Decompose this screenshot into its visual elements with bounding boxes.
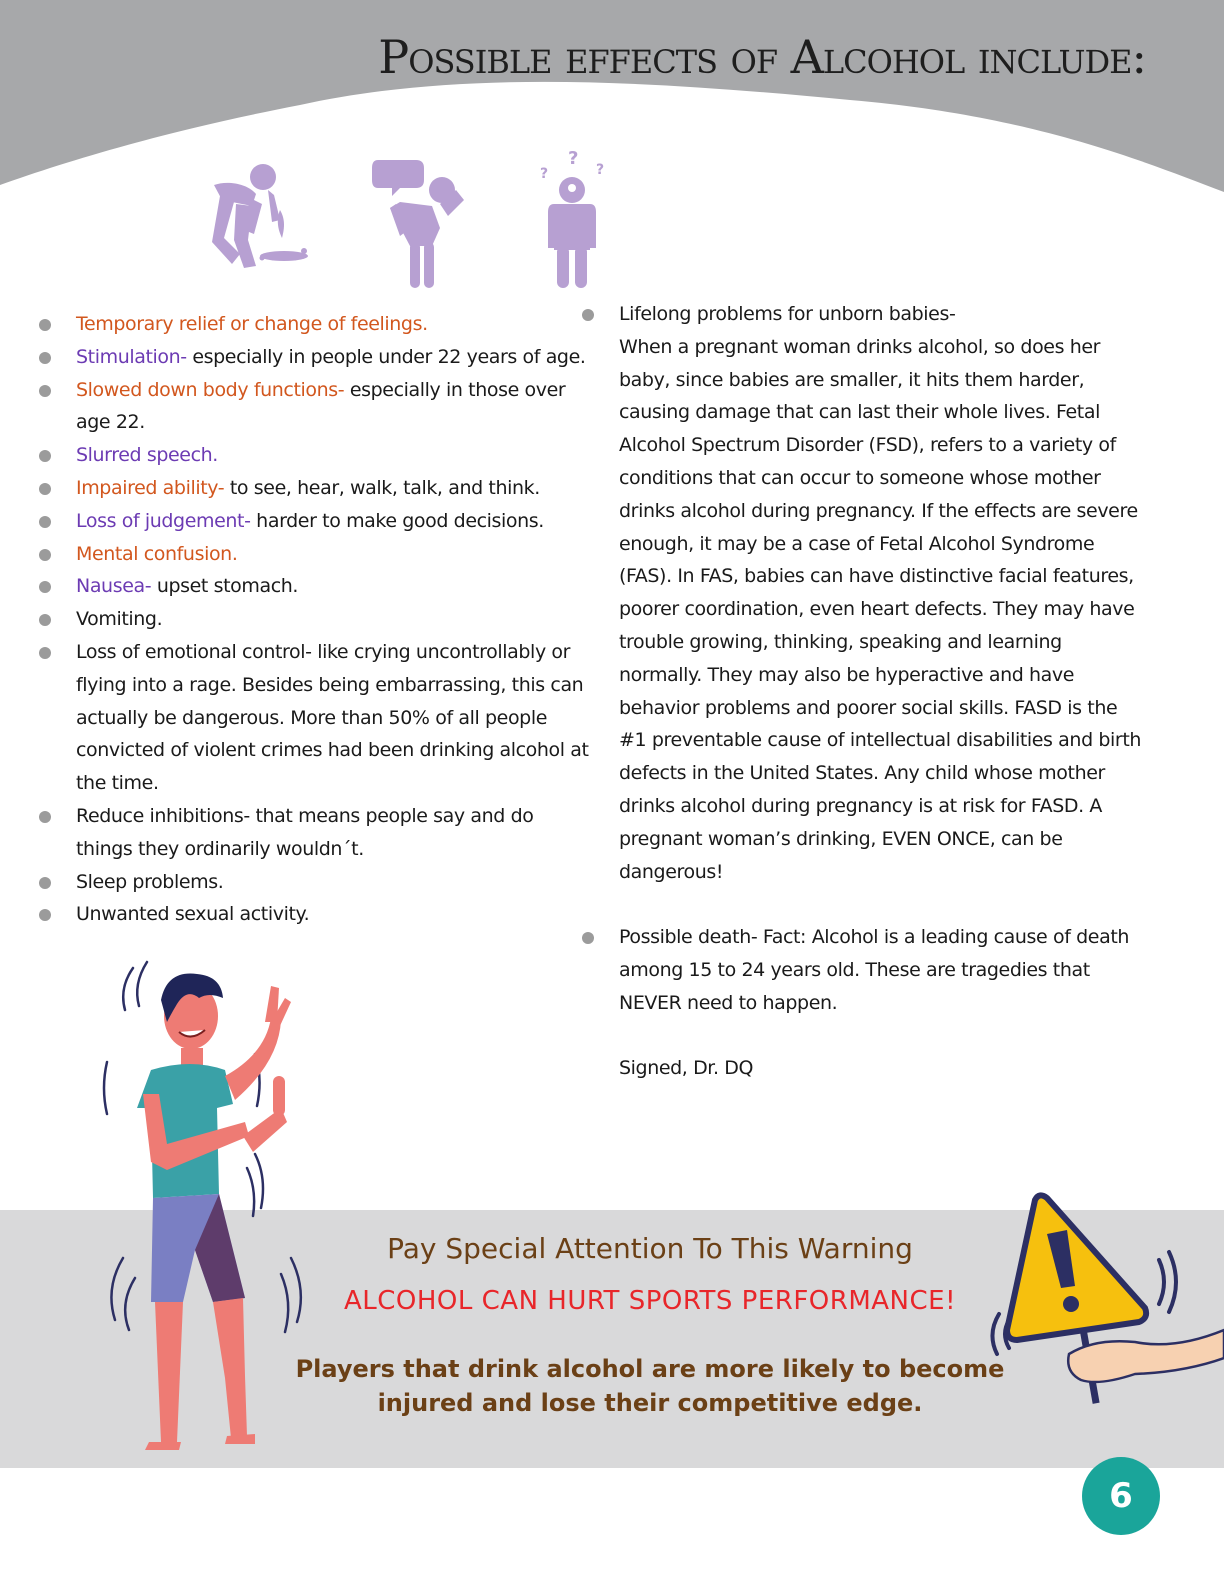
list-item: Loss of emotional control- like crying uncontrollably or flying into a rage. Besides being embarrassing, this can actually be dangerous. More than 50% of all people convicted of violent crimes had been drinking alcohol at the time.	[76, 636, 591, 800]
svg-text:?: ?	[568, 150, 579, 169]
list-item: Reduce inhibitions- that means people say and do things they ordinarily wouldn´t.	[76, 800, 591, 866]
list-item: Stimulation- especially in people under 22 years of age.	[76, 341, 591, 374]
refusing-man-illustration	[95, 958, 315, 1458]
list-item: Mental confusion.	[76, 538, 591, 571]
talking-person-icon	[370, 150, 470, 290]
list-item: Vomiting.	[76, 603, 591, 636]
list-item: Impaired ability- to see, hear, walk, talk, and think.	[76, 472, 591, 505]
list-item: Slowed down body functions- especially in those over age 22.	[76, 374, 591, 440]
warning-alert: ALCOHOL CAN HURT SPORTS PERFORMANCE!	[343, 1286, 956, 1316]
list-item: Temporary relief or change of feelings.	[76, 308, 591, 341]
vomiting-person-icon	[196, 150, 308, 280]
list-item: Loss of judgement- harder to make good decisions.	[76, 505, 591, 538]
death-text: Possible death- Fact: Alcohol is a leading cause of death among 15 to 24 years old. These are tragedies that NEVER need to happen.	[619, 926, 1130, 1014]
confused-person-icon	[532, 150, 622, 290]
list-item: Unwanted sexual activity.	[76, 898, 591, 931]
page-number: 6	[1082, 1457, 1160, 1535]
list-item: Nausea- upset stomach.	[76, 570, 591, 603]
warning-sign-icon	[985, 1190, 1224, 1410]
list-item: Sleep problems.	[76, 866, 591, 899]
list-item: Slurred speech.	[76, 439, 591, 472]
signature: Signed, Dr. DQ	[619, 1057, 754, 1080]
warning-body: Players that drink alcohol are more likely to become injured and lose their competitive edge.	[295, 1355, 1005, 1417]
list-item-unborn-babies	[619, 298, 1149, 921]
warning-heading: Pay Special Attention To This Warning	[387, 1232, 913, 1265]
svg-text:?: ?	[596, 162, 605, 178]
unborn-heading: Lifelong problems for unborn babies-	[619, 303, 956, 325]
unborn-body: When a pregnant woman drinks alcohol, so does her baby, since babies are smaller, it hits them harder, causing damage that can last their whole lives. Fetal Alcohol Spectrum Disorder (FSD), refers to a variety of conditions that can occur to someone whose mother drinks alcohol during pregnancy. If the effects are severe enough, it may be a case of Fetal Alcohol Syndrome (FAS). In FAS, babies can have distinctive facial features, poorer coordination, even heart defects. They may have trouble growing, thinking, speaking and learning normally. They may also be hyperactive and have behavior problems and poorer social skills. FASD is the #1 preventable cause of intellectual disabilities and birth defects in the United States. Any child whose mother drinks alcohol during pregnancy is at risk for FASD. A pregnant woman’s drinking, EVEN ONCE, can be dangerous!	[619, 335, 1142, 883]
list-item-possible-death	[619, 921, 1149, 1052]
svg-text:?: ?	[540, 166, 549, 182]
effects-list-right	[619, 298, 1149, 1085]
effects-list-left	[76, 308, 591, 931]
page-title: Possible effects of Alcohol include:	[378, 30, 1146, 84]
